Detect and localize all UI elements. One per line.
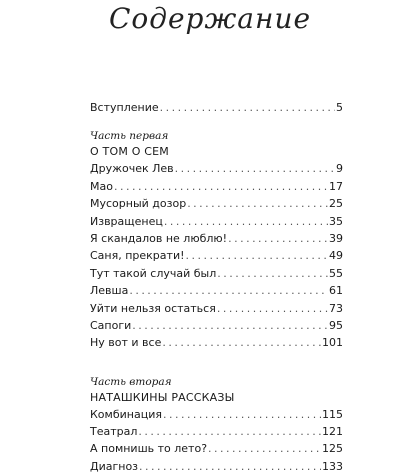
toc-entry-page: 49 [329,249,343,263]
table-of-contents [90,99,343,475]
part-2-label: Часть вторая [90,375,172,388]
toc-entry [90,160,343,177]
dot-leader [129,282,328,299]
toc-entry-page: 55 [329,266,343,280]
toc-entry [90,300,343,317]
dot-leader [217,300,328,317]
part-2-title: НАТАШКИНЫ РАССКАЗЫ [90,390,235,404]
toc-entry [90,195,343,212]
dot-leader [160,99,335,116]
toc-entry-page: 101 [322,336,343,350]
dot-leader [162,334,321,351]
toc-entry-title: Диагноз [90,459,139,473]
toc-entry-page: 95 [329,318,343,332]
dot-leader [164,213,328,230]
toc-entry [90,265,343,282]
toc-entry-page: 5 [336,101,343,114]
toc-entry-title: Уйти нельзя остаться [90,301,216,315]
toc-entry-page: 121 [322,425,343,439]
toc-entry-page: 73 [329,301,343,315]
toc-entry [90,334,343,351]
dot-leader [208,440,321,457]
dot-leader [186,247,329,264]
toc-entry-page: 115 [322,407,343,421]
toc-entry [90,213,343,230]
toc-entry [90,423,343,440]
toc-entry-title: А помнишь то лето? [90,442,208,456]
dot-leader [187,195,328,212]
toc-entry-title: Театрал [90,425,138,439]
dot-leader [217,265,328,282]
toc-entry-page: 61 [329,284,343,298]
toc-entry [90,282,343,299]
toc-entry-page: 17 [329,179,343,193]
toc-entry [90,406,343,423]
dot-leader [175,160,335,177]
toc-entry-title: Сапоги [90,318,132,332]
dot-leader [228,230,328,247]
toc-entry-page: 25 [329,197,343,211]
toc-entry-page: 133 [322,459,343,473]
toc-entry-title: Саня, прекрати! [90,249,185,263]
toc-entry-title: Тут такой случай был [90,266,217,280]
toc-entry-title: Комбинация [90,407,162,421]
toc-entry-title: Левша [90,284,129,298]
dot-leader [139,458,321,475]
toc-entry-title: Извращенец [90,214,163,228]
toc-entry [90,317,343,334]
toc-entry [90,178,343,195]
toc-entry-title: Вступление [90,101,159,114]
dot-leader [114,178,328,195]
toc-entry-page: 39 [329,231,343,245]
toc-entry [90,247,343,264]
toc-entry-page: 125 [322,442,343,456]
toc-entry-page: 35 [329,214,343,228]
dot-leader [163,406,321,423]
toc-entry-title: Мао [90,179,113,193]
page-title: Содержание [108,2,312,35]
toc-entry-title: Я скандалов не люблю! [90,231,228,245]
toc-entry-intro [90,99,343,116]
toc-entry [90,458,343,475]
toc-entry [90,440,343,457]
toc-entry [90,230,343,247]
part-1-label: Часть первая [90,130,169,143]
toc-entry-title: Ну вот и все [90,336,162,350]
part-1-title: О ТОМ О СЕМ [90,145,169,159]
dot-leader [138,423,321,440]
toc-entry-page: 9 [336,162,343,176]
toc-entry-title: Мусорный дозор [90,197,187,211]
dot-leader [132,317,328,334]
toc-entry-title: Дружочек Лев [90,162,174,176]
